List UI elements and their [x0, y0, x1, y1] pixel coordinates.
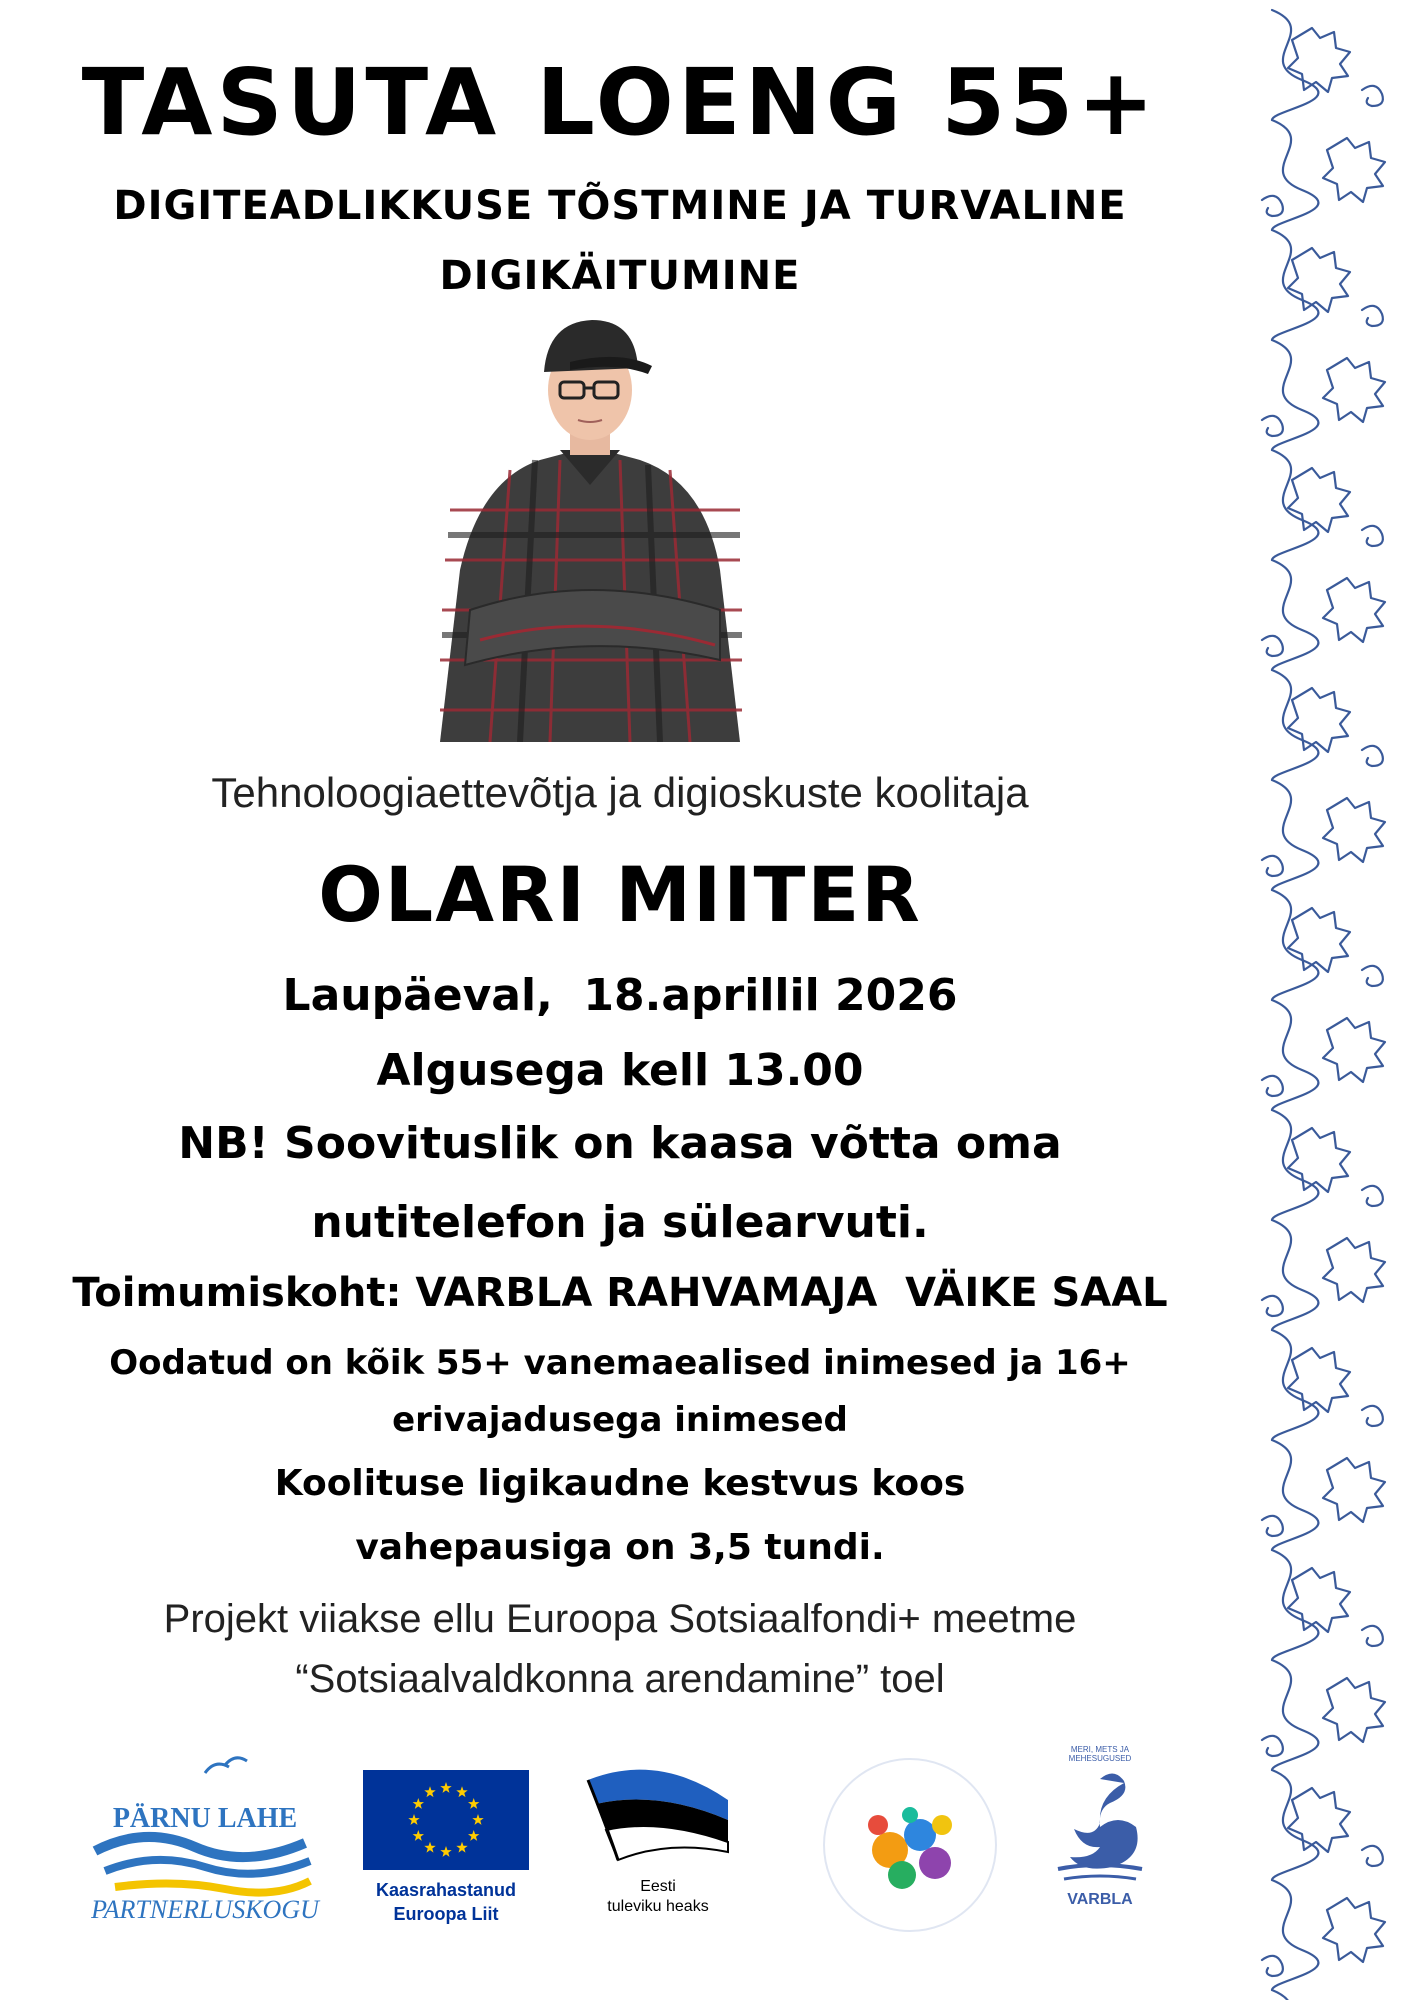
- ornament-vine: [1272, 1110, 1318, 1220]
- ornament-vine: [1272, 1880, 1318, 1990]
- ornament-curl: [1362, 306, 1383, 326]
- ornament-vine: [1272, 1220, 1318, 1330]
- ornament-vine: [1272, 1440, 1318, 1550]
- varbla-top-text: MERI, METS JA MEHESUGUSED: [1068, 1745, 1132, 1763]
- parnu-bottom-text: PARTNERLUSKOGU: [91, 1895, 319, 1924]
- ornament-curl: [1262, 636, 1283, 656]
- ornament-leaf: [1323, 1898, 1385, 1962]
- ornament-curl: [1262, 1296, 1283, 1316]
- logo-parnu-lahe: [75, 1755, 335, 1935]
- ornament-vine: [1272, 1990, 1318, 2000]
- ornament-vine: [1272, 120, 1318, 230]
- ornament-vine: [1272, 560, 1318, 670]
- ornament-leaf: [1288, 468, 1350, 532]
- ornament-curl: [1362, 1846, 1383, 1866]
- ornament-leaf: [1288, 248, 1350, 312]
- ornament-leaf: [1323, 798, 1385, 862]
- ornament-leaf: [1323, 1678, 1385, 1742]
- project-line2: “Sotsiaalvaldkonna arendamine” toel: [295, 1657, 945, 1701]
- ornament-leaf: [1288, 1128, 1350, 1192]
- event-audience-line2: erivajadusega inimesed: [392, 1400, 848, 1440]
- speaker-name: OLARI MIITER: [318, 850, 922, 939]
- ornament-vine: [1272, 1330, 1318, 1440]
- ornament-curl: [1262, 196, 1283, 216]
- event-note-line1: NB! Soovituslik on kaasa võtta oma: [178, 1118, 1062, 1169]
- ornament-vine: [1272, 230, 1318, 340]
- poster-title: TASUTA LOENG 55+: [81, 49, 1159, 156]
- ornament-vine: [1272, 1660, 1318, 1770]
- event-duration-line2: vahepausiga on 3,5 tundi.: [355, 1527, 885, 1568]
- speaker-photo: [420, 310, 760, 742]
- ornament-curl: [1362, 1406, 1383, 1426]
- ornament-leaf: [1288, 1348, 1350, 1412]
- event-duration-line1: Koolituse ligikaudne kestvus koos: [274, 1463, 966, 1504]
- ornament-curl: [1362, 746, 1383, 766]
- estonia-line1: Eesti: [640, 1878, 676, 1895]
- ornament-curl: [1262, 1956, 1283, 1976]
- laaneranna-emblem-icon: [820, 1755, 1000, 1935]
- ornament-leaf: [1288, 908, 1350, 972]
- ornament-curl: [1362, 966, 1383, 986]
- ornament-curl: [1262, 856, 1283, 876]
- poster-subtitle-line1: DIGITEADLIKKUSE TÕSTMINE JA TURVALINE: [113, 183, 1127, 229]
- ornament-leaf: [1323, 138, 1385, 202]
- ornament-curl: [1262, 1736, 1283, 1756]
- logo-eu: [363, 1770, 529, 1930]
- ornament-leaf: [1288, 688, 1350, 752]
- estonia-line2: tuleviku heaks: [607, 1898, 709, 1915]
- eu-flag-icon: [363, 1770, 529, 1870]
- ornament-vine: [1272, 780, 1318, 890]
- ornament-leaf: [1323, 1018, 1385, 1082]
- ornament-leaf: [1288, 28, 1350, 92]
- logo-varbla: [1040, 1745, 1160, 1925]
- ornament-vine: [1272, 1000, 1318, 1110]
- parnu-top-text: PÄRNU LAHE: [112, 1803, 298, 1834]
- project-line1: Projekt viiakse ellu Euroopa Sotsiaalfondi+ meetme: [163, 1597, 1077, 1641]
- ornament-vine: [1272, 10, 1318, 120]
- swan-icon: [1040, 1759, 1160, 1889]
- event-audience-line1: Oodatud on kõik 55+ vanemaealised inimesed ja 16+: [109, 1343, 1131, 1383]
- ornament-leaf: [1288, 1568, 1350, 1632]
- ornament-vine: [1272, 890, 1318, 1000]
- ornament-vine: [1272, 1550, 1318, 1660]
- ornament-curl: [1362, 526, 1383, 546]
- ornament-curl: [1262, 1076, 1283, 1096]
- ornament-curl: [1262, 1516, 1283, 1536]
- ornament-vine: [1272, 670, 1318, 780]
- ornament-leaf: [1288, 1788, 1350, 1852]
- event-date: Laupäeval, 18.aprillil 2026: [282, 970, 958, 1021]
- event-venue: Toimumiskoht: VARBLA RAHVAMAJA VÄIKE SAAL: [72, 1270, 1168, 1316]
- estonia-flag-icon: [578, 1760, 738, 1880]
- ornament-vine: [1272, 1770, 1318, 1880]
- eu-line2: Euroopa Liit: [393, 1904, 499, 1924]
- logo-estonia: [578, 1760, 738, 1930]
- eu-line1: Kaasrahastanud: [375, 1880, 517, 1900]
- ornament-curl: [1362, 86, 1383, 106]
- logo-laaneranna: [820, 1755, 1000, 1935]
- speaker-role: Tehnoloogiaettevõtja ja digioskuste koolitaja: [211, 769, 1029, 816]
- ornament-leaf: [1323, 578, 1385, 642]
- event-time: Algusega kell 13.00: [376, 1045, 864, 1096]
- ornament-leaf: [1323, 1238, 1385, 1302]
- event-note-line2: nutitelefon ja sülearvuti.: [311, 1197, 929, 1248]
- ornament-vine: [1272, 450, 1318, 560]
- varbla-text: VARBLA: [1067, 1891, 1133, 1908]
- ornament-leaf: [1323, 358, 1385, 422]
- ornament-leaf: [1323, 1458, 1385, 1522]
- ornament-curl: [1262, 416, 1283, 436]
- ornament-curl: [1362, 1186, 1383, 1206]
- ornament-border: [1232, 0, 1414, 2000]
- poster-subtitle-line2: DIGIKÄITUMINE: [439, 253, 801, 299]
- ornament-curl: [1362, 1626, 1383, 1646]
- ornament-vine: [1272, 340, 1318, 450]
